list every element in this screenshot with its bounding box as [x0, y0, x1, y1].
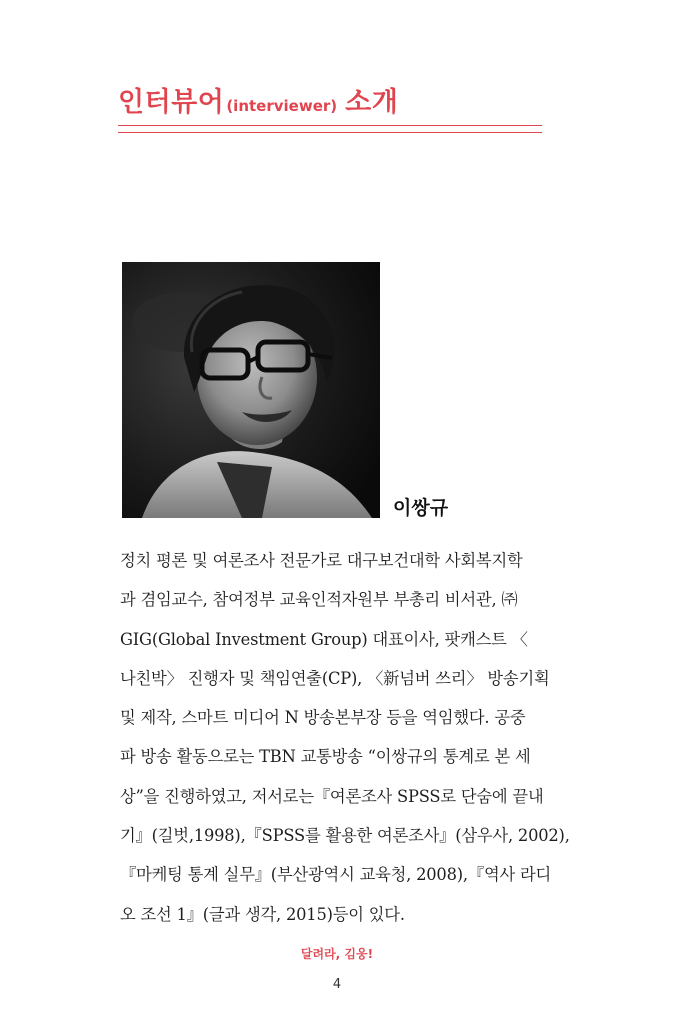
title-english: (interviewer): [226, 97, 338, 115]
page-title: [118, 80, 398, 119]
bio-line: 『마케팅 통계 실무』(부산광역시 교육청, 2008),『역사 라디: [120, 865, 552, 885]
bio-line: GIG(Global Investment Group) 대표이사, 팟캐스트 〈: [120, 629, 528, 649]
bio-line: 나친박〉 진행자 및 책임연출(CP), 〈新넘버 쓰리〉 방송기획: [120, 668, 550, 688]
bio-line: 과 겸임교수, 참여정부 교육인적자원부 부총리 비서관, ㈜: [120, 590, 518, 610]
bio-paragraph: [120, 541, 570, 934]
bio-line: 정치 평론 및 여론조사 전문가로 대구보건대학 사회복지학: [120, 551, 523, 570]
bio-line: 오 조선 1』(글과 생각, 2015)등이 있다.: [120, 904, 405, 924]
title-korean: 인터뷰어: [118, 87, 225, 118]
bio-line: 기』(길벗,1998),『SPSS를 활용한 여론조사』(삼우사, 2002),: [120, 826, 570, 846]
title-underline-top: [118, 125, 542, 126]
page-number: 4: [332, 977, 342, 992]
interviewer-name: 이쌍규: [393, 497, 449, 519]
title-suffix: 소개: [345, 87, 399, 118]
bio-line: 상”을 진행하였고, 저서로는『여론조사 SPSS로 단숨에 끝내: [120, 786, 544, 806]
title-underline-bottom: [118, 132, 542, 133]
book-title-footer: 달려라, 김웅!: [300, 947, 374, 961]
bio-line: 파 방송 활동으로는 TBN 교통방송 “이쌍규의 통계로 본 세: [120, 747, 531, 767]
bio-line: 및 제작, 스마트 미디어 N 방송본부장 등을 역임했다. 공중: [120, 708, 526, 728]
portrait-photo: [122, 262, 380, 518]
